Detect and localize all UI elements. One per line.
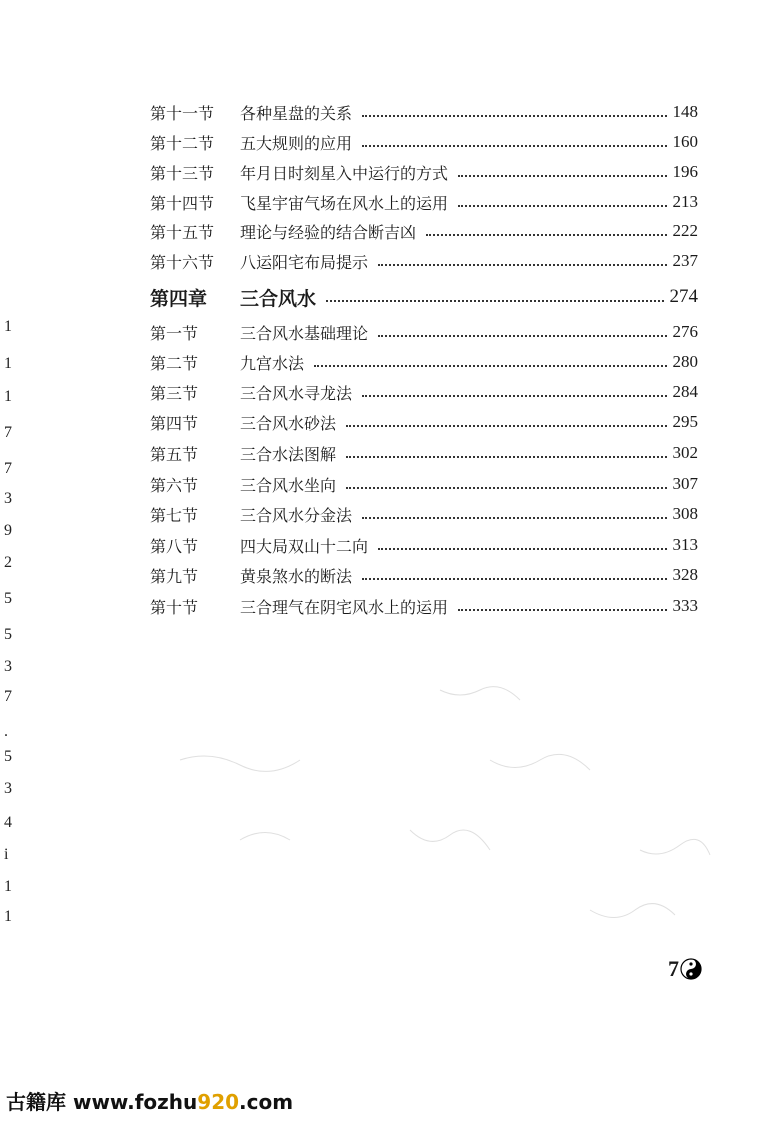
toc-row[interactable]: [150, 246, 698, 276]
margin-mark: 7: [4, 424, 12, 441]
margin-mark: 1: [4, 318, 12, 335]
toc-row[interactable]: [150, 499, 698, 529]
toc-title: 各种星盘的关系: [240, 103, 353, 123]
toc-section-label: 第十四节: [150, 193, 215, 213]
toc-row[interactable]: [150, 127, 698, 157]
watermark-highlight: 920: [197, 1090, 240, 1114]
margin-mark: 3: [4, 490, 12, 507]
toc-title: 四大局双山十二向: [240, 536, 369, 556]
toc-page-number: 295: [672, 412, 698, 431]
leader-dots: [362, 576, 666, 580]
toc-section-label: 第一节: [150, 323, 199, 343]
toc-row[interactable]: [150, 377, 698, 407]
margin-mark: 3: [4, 658, 12, 675]
margin-mark: 1: [4, 388, 12, 405]
margin-mark: 4: [4, 814, 12, 831]
toc-page-number: 196: [672, 162, 698, 181]
toc-section-label: 第九节: [150, 566, 199, 586]
leader-dots: [362, 113, 666, 117]
toc-title: 理论与经验的结合断吉凶: [240, 222, 417, 242]
chapter-label: 第四章: [150, 287, 208, 310]
toc-section-label: 第十二节: [150, 133, 215, 153]
toc-row[interactable]: [150, 157, 698, 187]
leader-dots: [426, 232, 666, 236]
margin-mark: 5: [4, 590, 12, 607]
toc-page-number: 308: [672, 504, 698, 523]
site-watermark: [6, 1086, 293, 1115]
toc-page-number: 280: [672, 352, 698, 371]
toc-row[interactable]: [150, 407, 698, 437]
page-number-text: 7: [668, 956, 679, 981]
toc-chapter-row[interactable]: [150, 282, 698, 312]
margin-mark: 1: [4, 878, 12, 895]
toc-page-number: 160: [672, 132, 698, 151]
watermark-suffix: .com: [239, 1090, 294, 1114]
margin-mark: 5: [4, 626, 12, 643]
toc-page-number: 333: [672, 596, 698, 615]
toc-title: 三合风水分金法: [240, 505, 353, 525]
toc-section-label: 第七节: [150, 505, 199, 525]
toc-row[interactable]: [150, 216, 698, 246]
toc-section-label: 第十一节: [150, 103, 215, 123]
toc-page-number: 313: [672, 535, 698, 554]
toc-section-label: 第二节: [150, 353, 199, 373]
toc-title: 三合风水基础理论: [240, 323, 369, 343]
leader-dots: [362, 393, 666, 397]
toc-section-label: 第十三节: [150, 163, 215, 183]
leader-dots: [346, 485, 666, 489]
toc-section-label: 第八节: [150, 536, 199, 556]
page-number: [668, 956, 702, 982]
toc-row[interactable]: [150, 97, 698, 127]
leader-dots: [458, 173, 666, 177]
toc-title: 三合风水坐向: [240, 475, 337, 495]
toc-row[interactable]: [150, 317, 698, 347]
margin-mark: i: [4, 846, 9, 863]
leader-dots: [314, 363, 666, 367]
margin-mark: .: [4, 723, 8, 740]
toc-title: 八运阳宅布局提示: [240, 252, 369, 272]
margin-mark: 7: [4, 460, 12, 477]
toc-page-number: 213: [672, 192, 698, 211]
chapter-page-number: 274: [669, 286, 698, 307]
margin-mark: 9: [4, 522, 12, 539]
toc-title: 年月日时刻星入中运行的方式: [240, 163, 449, 183]
toc-title: 五大规则的应用: [240, 133, 353, 153]
toc-section-label: 第十五节: [150, 222, 215, 242]
toc-row[interactable]: [150, 560, 698, 590]
yin-yang-icon: [680, 958, 702, 980]
toc-title: 三合风水寻龙法: [240, 383, 353, 403]
margin-mark: 5: [4, 748, 12, 765]
toc-title: 九宫水法: [240, 353, 305, 373]
toc-page-number: 284: [672, 382, 698, 401]
leader-dots: [346, 423, 666, 427]
toc-row[interactable]: [150, 530, 698, 560]
toc-page-number: 222: [672, 221, 698, 240]
leader-dots: [458, 203, 666, 207]
chapter-title: 三合风水: [240, 287, 317, 310]
toc-page-number: 302: [672, 443, 698, 462]
margin-mark: 1: [4, 908, 12, 925]
toc-title: 三合理气在阴宅风水上的运用: [240, 597, 449, 617]
watermark-prefix: 古籍库 www.fozhu: [6, 1090, 198, 1114]
toc-section-label: 第十节: [150, 597, 199, 617]
toc-title: 三合风水砂法: [240, 413, 337, 433]
margin-mark: 7: [4, 688, 12, 705]
toc-row[interactable]: [150, 187, 698, 217]
toc-section-label: 第三节: [150, 383, 199, 403]
leader-dots: [378, 333, 666, 337]
leader-dots: [458, 607, 666, 611]
leader-dots: [378, 546, 666, 550]
toc-title: 黄泉煞水的断法: [240, 566, 353, 586]
margin-mark: 2: [4, 554, 12, 571]
margin-mark: 3: [4, 780, 12, 797]
toc-title: 三合水法图解: [240, 444, 337, 464]
toc-section-label: 第五节: [150, 444, 199, 464]
toc-row[interactable]: [150, 591, 698, 621]
toc-page-number: 276: [672, 322, 698, 341]
toc-row[interactable]: [150, 347, 698, 377]
toc-page-number: 307: [672, 474, 698, 493]
toc-section-label: 第四节: [150, 413, 199, 433]
toc-title: 飞星宇宙气场在风水上的运用: [240, 193, 449, 213]
toc-row[interactable]: [150, 438, 698, 468]
toc-page-number: 237: [672, 251, 698, 270]
toc-page-number: 148: [672, 102, 698, 121]
leader-dots: [326, 298, 663, 302]
leader-dots: [362, 143, 666, 147]
leader-dots: [346, 454, 666, 458]
toc-section-label: 第十六节: [150, 252, 215, 272]
leader-dots: [362, 515, 666, 519]
margin-mark: 1: [4, 355, 12, 372]
toc-page-number: 328: [672, 565, 698, 584]
toc-section-label: 第六节: [150, 475, 199, 495]
toc-row[interactable]: [150, 469, 698, 499]
leader-dots: [378, 262, 666, 266]
